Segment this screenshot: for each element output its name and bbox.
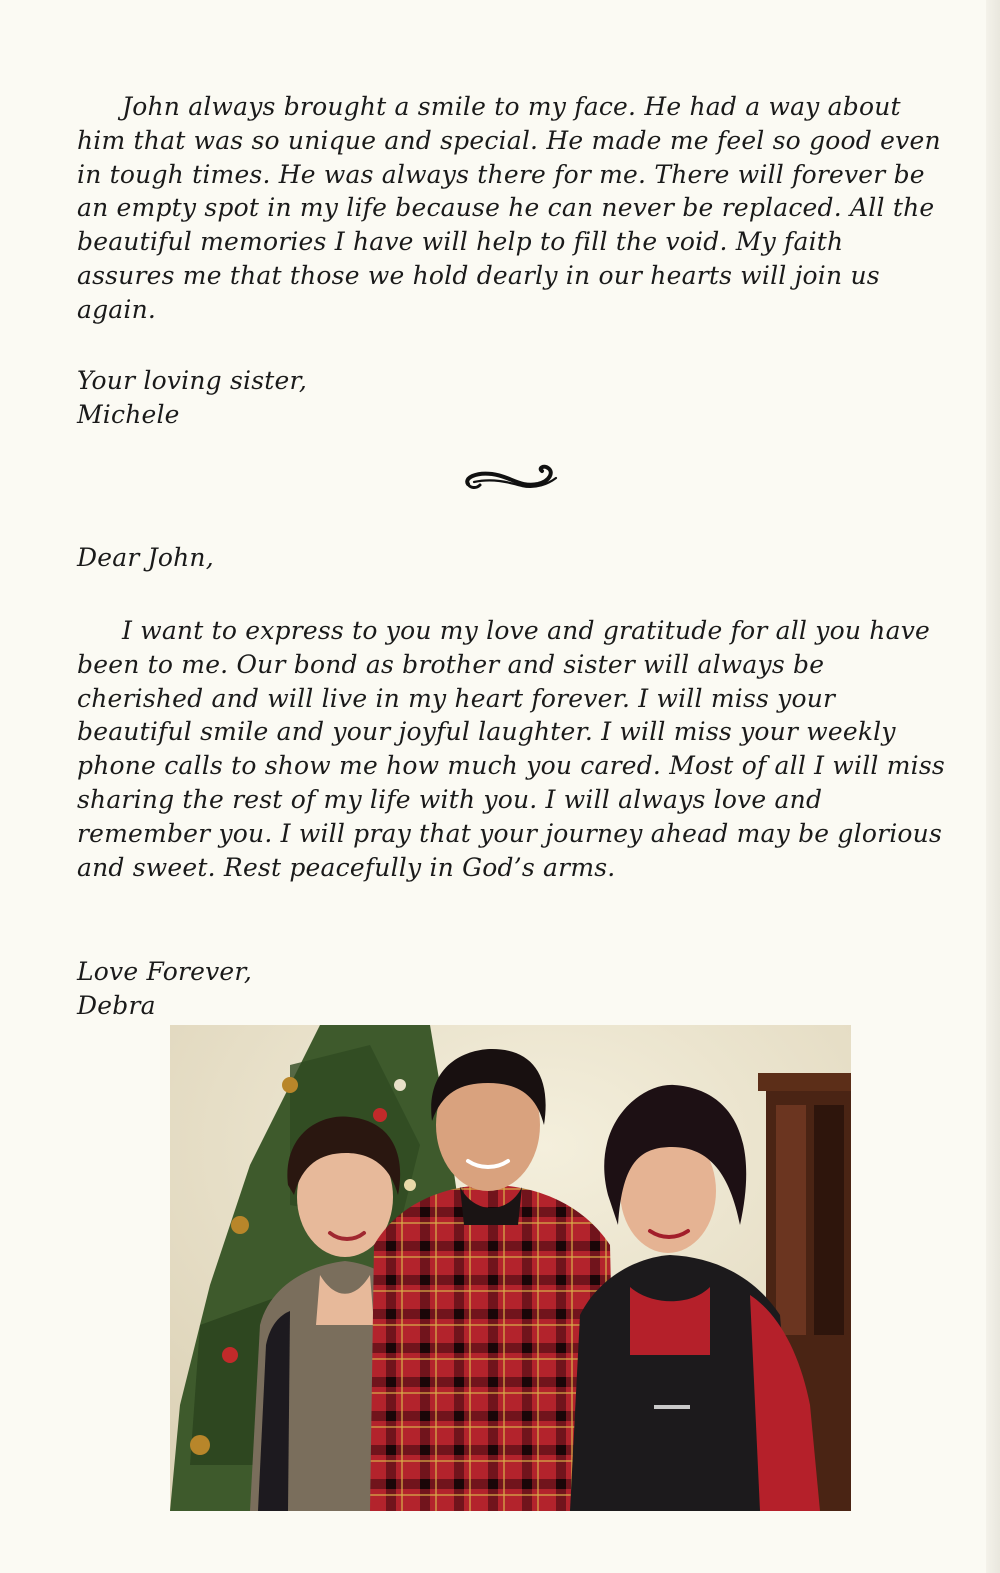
letter-debra-closing: Love Forever, xyxy=(77,957,252,986)
letter-debra-body-block xyxy=(77,614,947,884)
page-edge xyxy=(986,0,1000,1573)
letter-debra-salutation: Dear John, xyxy=(77,543,214,572)
letter-debra-signoff xyxy=(77,955,947,1023)
letter-michele-body: John always brought a smile to my face. He had a way about him that was so unique and special. He made me feel so good even in tough times. He was always there for me. There will forever be an empty spot in my life because he can never be replaced. All the beautiful memories I have will help to fill the void. My faith assures me that those we hold dearly in our hearts will join us again. xyxy=(77,92,941,324)
family-photo-illustration xyxy=(170,1025,851,1511)
letter-michele-closing: Your loving sister, xyxy=(77,366,308,395)
letter-debra-salutation-block xyxy=(77,541,947,575)
letter-debra-signature: Debra xyxy=(77,990,156,1020)
flourish-divider-icon xyxy=(462,462,560,494)
family-photo xyxy=(170,1025,851,1511)
letter-michele-signoff xyxy=(77,364,947,432)
letter-michele-body-block xyxy=(77,90,947,327)
letter-debra-body: I want to express to you my love and gratitude for all you have been to me. Our bond as brother and sister will always be cherished and will live in my heart forever. I will miss your beautiful smile and your joyful laughter. I will miss your weekly phone calls to show me how much you cared. Most of all I will miss sharing the rest of my life with you. I will always love and remember you. I will pray that your journey ahead may be glorious and sweet. Rest peacefully in God’s arms. xyxy=(77,616,945,882)
letter-michele-signature: Michele xyxy=(77,399,180,429)
